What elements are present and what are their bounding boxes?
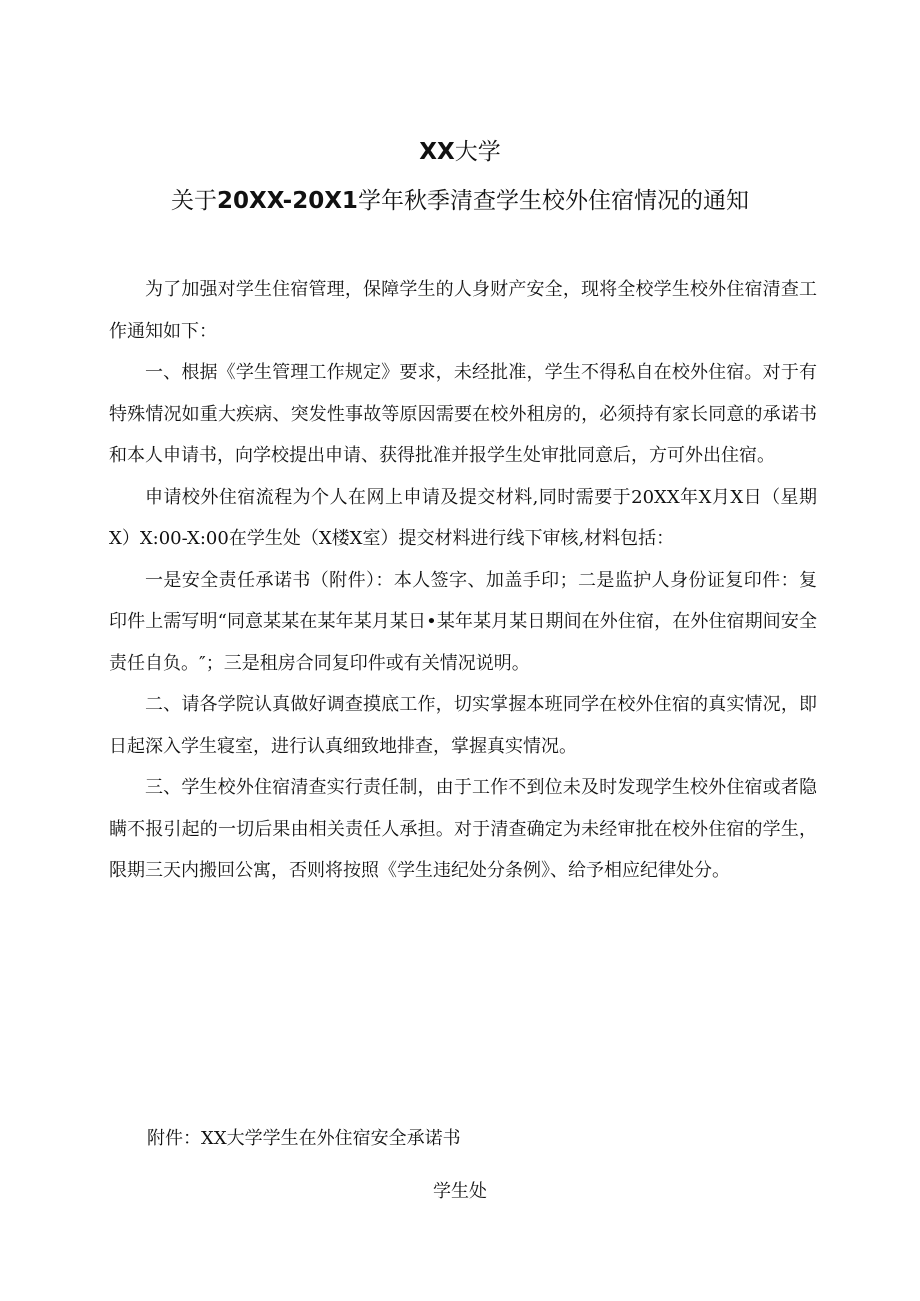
paragraph-materials: 一是安全责任承诺书（附件）：本人签字、加盖手印；二是监护人身份证复印件：复印件上需写明“同意某某在某年某月某日•某年某月某日期间在外住宿，在外住宿期间安全责任自负。″；三是租房合同复印件或有关情况说明。 <box>109 569 817 674</box>
document-title-university <box>0 133 920 166</box>
title-notice-prefix: 关于 <box>171 188 218 214</box>
paragraph-item-two: 二、请各学院认真做好调查摸底工作，切实掌握本班同学在校外住宿的真实情况，即日起深入学生寝室，进行认真细致地排查，掌握真实情况。 <box>109 694 817 757</box>
paragraph-application-process: 申请校外住宿流程为个人在网上申请及提交材料,同时需要于20XX年X月X日（星期X）X:00-X:00在学生处（X楼X室）提交材料进行线下审核,材料包括： <box>109 486 817 549</box>
paragraph-intro: 为了加强对学生住宿管理，保障学生的人身财产安全，现将全校学生校外住宿清查工作通知如下： <box>109 279 817 342</box>
document-title-notice <box>0 182 920 215</box>
signature-department: 学生处 <box>433 1181 487 1202</box>
paragraph-item-one: 一、根据《学生管理工作规定》要求，未经批准，学生不得私自在校外住宿。对于有特殊情况如重大疾病、突发性事故等原因需要在校外租房的，必须持有家长同意的承诺书和本人申请书，向学校提出申请、获得批准并报学生处审批同意后，方可外出住宿。 <box>109 362 817 466</box>
paragraph-item-three: 三、学生校外住宿清查实行责任制，由于工作不到位未及时发现学生校外住宿或者隐瞒不报引起的一切后果由相关责任人承担。对于清查确定为未经审批在校外住宿的学生，限期三天内搬回公寓，否则将按照《学生违纪处分条例》、给予相应纪律处分。 <box>109 777 817 881</box>
title-university-word: 大学 <box>454 139 501 165</box>
document-body <box>109 269 817 892</box>
title-notice-year: 20XX-20X1 <box>217 188 358 214</box>
attachment-line: 附件：XX大学学生在外住宿安全承诺书 <box>147 1128 461 1149</box>
title-university-code: XX <box>419 139 455 165</box>
title-notice-suffix: 学年秋季清查学生校外住宿情况的通知 <box>357 188 749 214</box>
